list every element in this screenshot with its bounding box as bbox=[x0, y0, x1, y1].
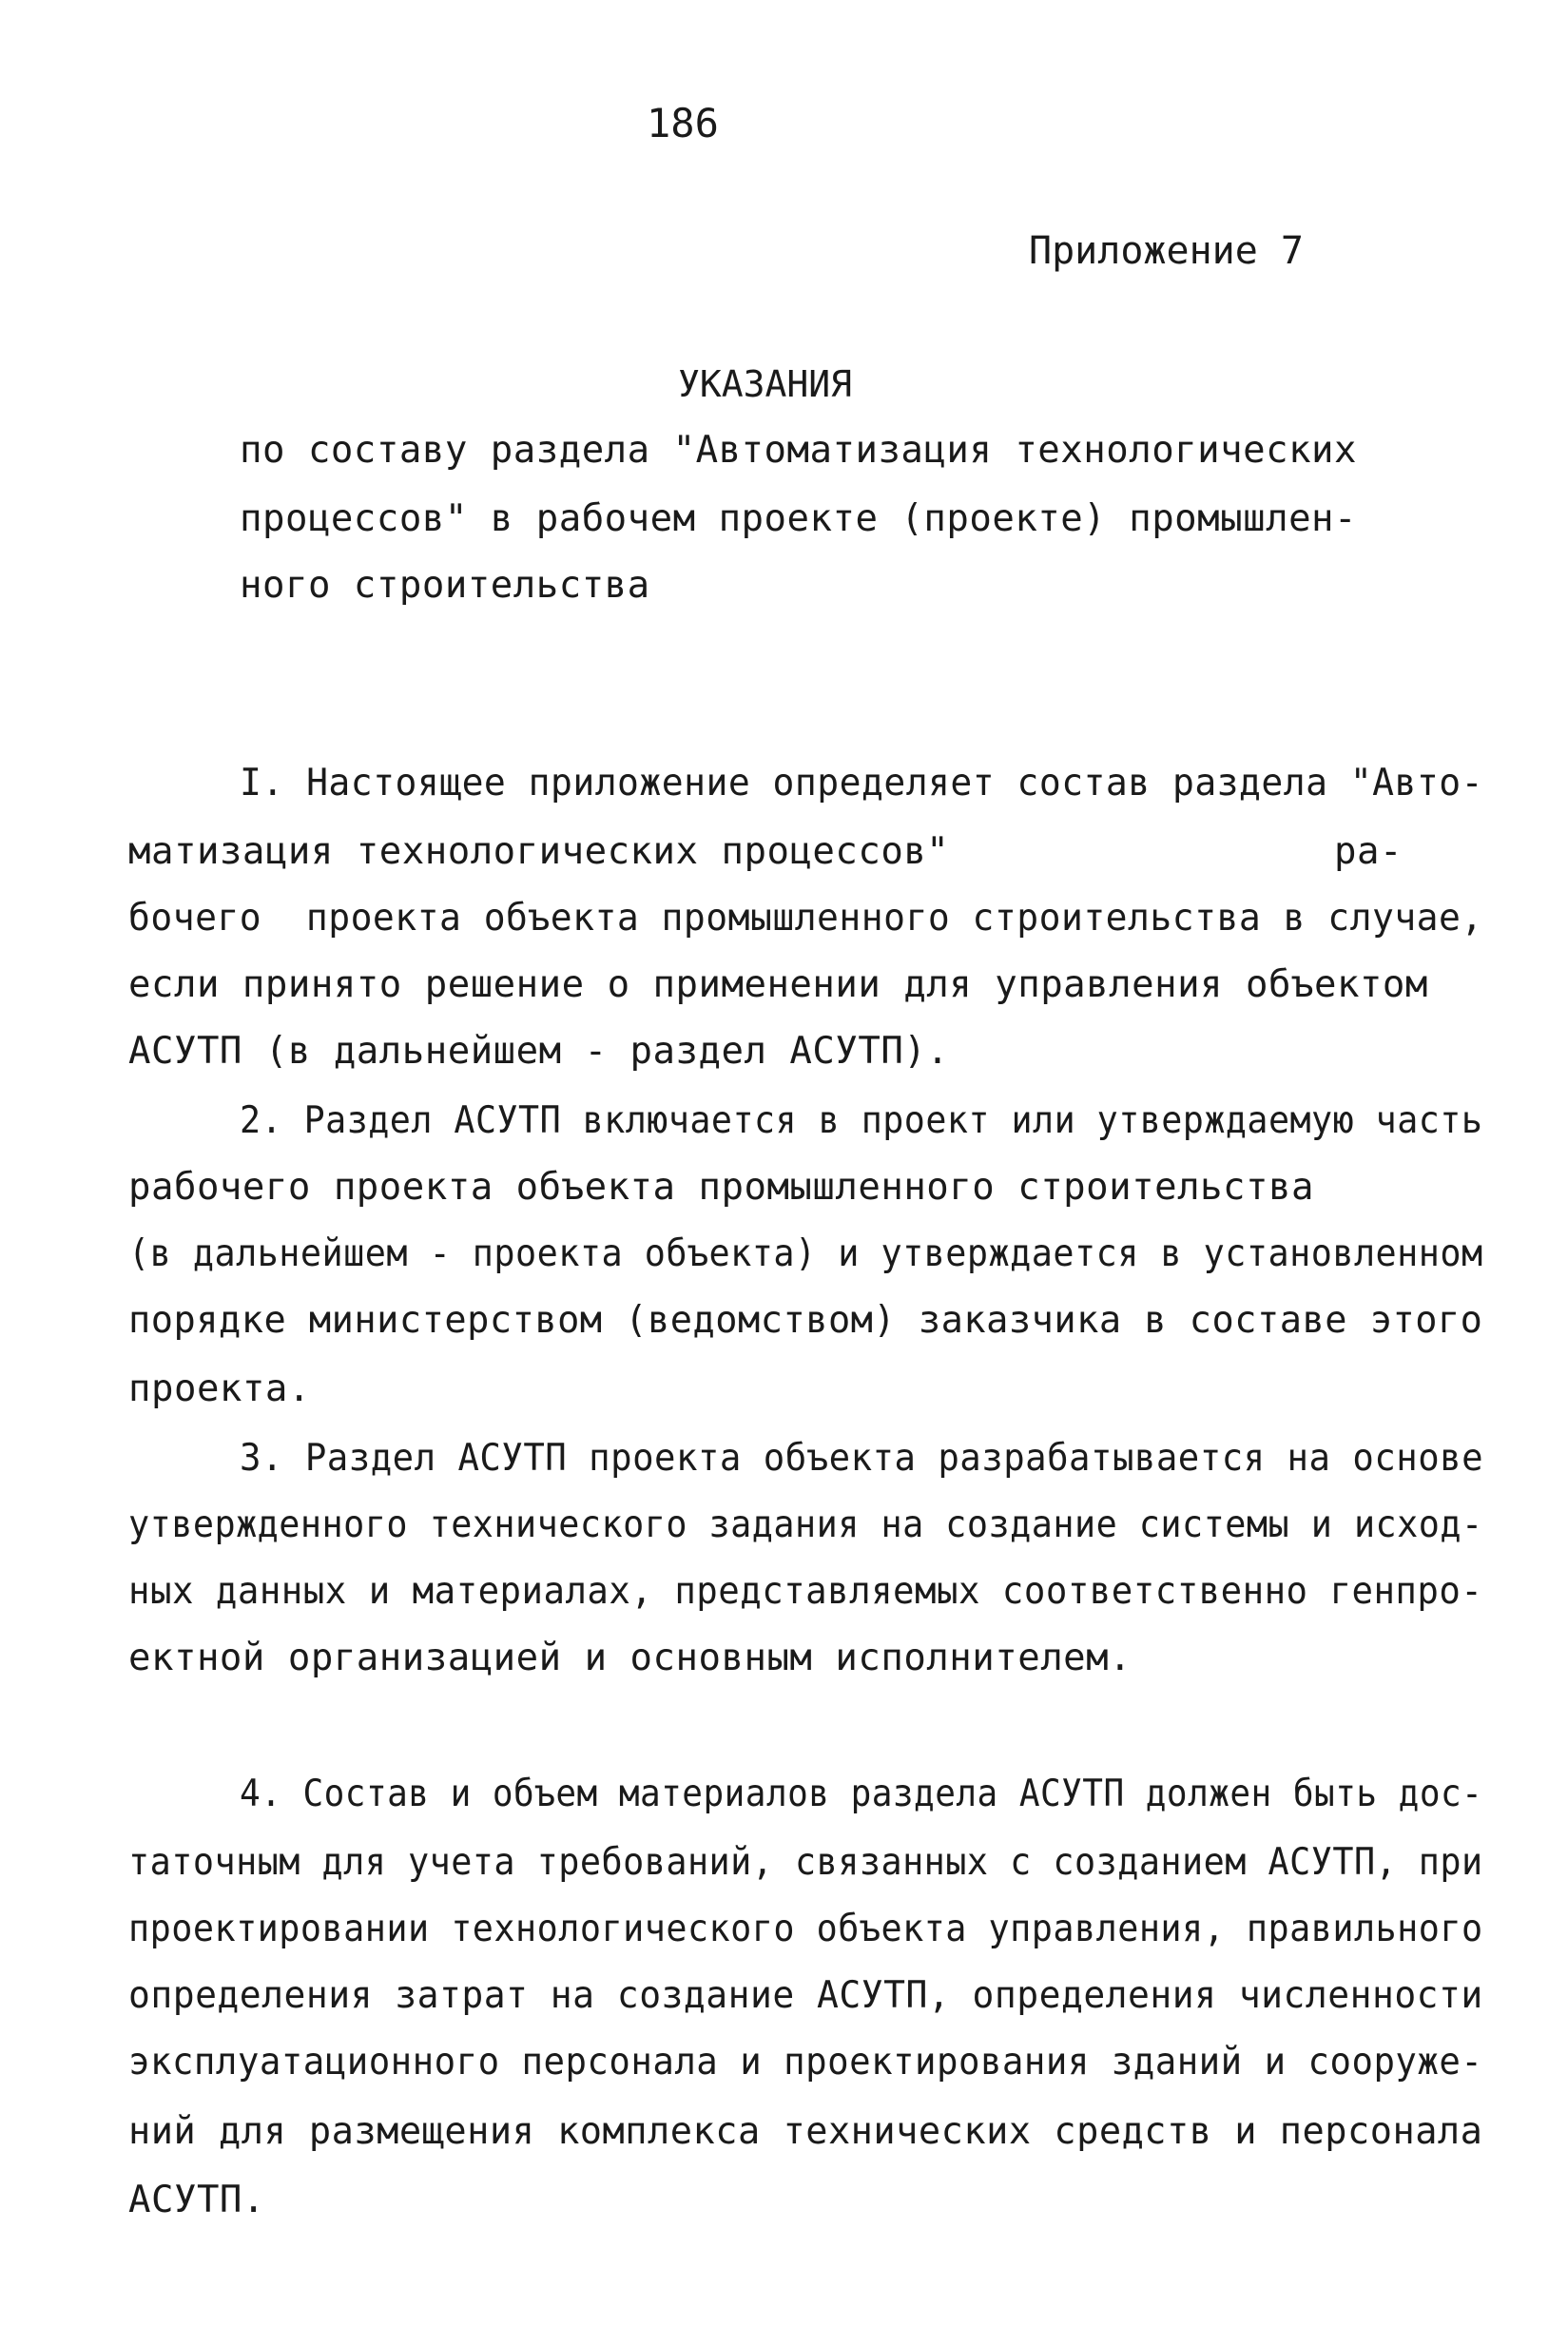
paragraph-3-line: 3. Раздел АСУТП проекта объекта разрабатывается на основе bbox=[240, 1437, 1484, 1480]
paragraph-2-line: рабочего проекта объекта промышленного строительства bbox=[128, 1166, 1314, 1209]
paragraph-3-line: утвержденного технического задания на создание системы и исход- bbox=[128, 1503, 1483, 1546]
paragraph-2-line: 2. Раздел АСУТП включается в проект или утверждаемую часть bbox=[240, 1099, 1483, 1142]
page-number: 186 bbox=[647, 100, 719, 146]
document-heading: УКАЗАНИЯ bbox=[678, 363, 853, 405]
paragraph-1-line: I. Настоящее приложение определяет состав раздела "Авто- bbox=[240, 762, 1483, 804]
paragraph-1-line-left: матизация технологических процессов" bbox=[128, 830, 950, 873]
subtitle-line: по составу раздела "Автоматизация технологических bbox=[240, 429, 1358, 472]
paragraph-4-line: определения затрат на создание АСУТП, определения численности bbox=[128, 1974, 1483, 2017]
paragraph-4-line: эксплуатационного персонала и проектирования зданий и сооруже- bbox=[128, 2041, 1483, 2084]
appendix-label: Приложение 7 bbox=[1029, 229, 1304, 273]
paragraph-4-line: ний для размещения комплекса технических средств и персонала bbox=[128, 2110, 1483, 2153]
paragraph-1-line-right: ра- bbox=[1334, 830, 1403, 873]
paragraph-2-line: (в дальнейшем - проекта объекта) и утверждается в установленном bbox=[128, 1232, 1483, 1275]
paragraph-1-line bbox=[128, 829, 1403, 875]
paragraph-1-line: если принято решение о применении для управления объектом bbox=[128, 963, 1428, 1006]
paragraph-2-line: порядке министерством (ведомством) заказчика в составе этого bbox=[128, 1299, 1483, 1342]
paragraph-3-line: ных данных и материалах, представляемых соответственно генпро- bbox=[128, 1570, 1483, 1613]
subtitle-line: ного строительства bbox=[240, 564, 650, 607]
paragraph-4-line: таточным для учета требований, связанных с созданием АСУТП, при bbox=[128, 1841, 1483, 1884]
paragraph-1-line: АСУТП (в дальнейшем - раздел АСУТП). bbox=[128, 1030, 950, 1073]
paragraph-2-line: проекта. bbox=[128, 1367, 311, 1410]
paragraph-3-line: ектной организацией и основным исполнителем. bbox=[128, 1637, 1132, 1679]
paragraph-1-line: бочего проекта объекта промышленного строительства в случае, bbox=[128, 897, 1483, 940]
paragraph-4-line: проектировании технологического объекта управления, правильного bbox=[128, 1908, 1483, 1950]
paragraph-4-line: 4. Состав и объем материалов раздела АСУТП должен быть дос- bbox=[240, 1773, 1483, 1815]
paragraph-4-line: АСУТП. bbox=[128, 2179, 265, 2221]
subtitle-line: процессов" в рабочем проекте (проекте) промышлен- bbox=[240, 497, 1358, 540]
